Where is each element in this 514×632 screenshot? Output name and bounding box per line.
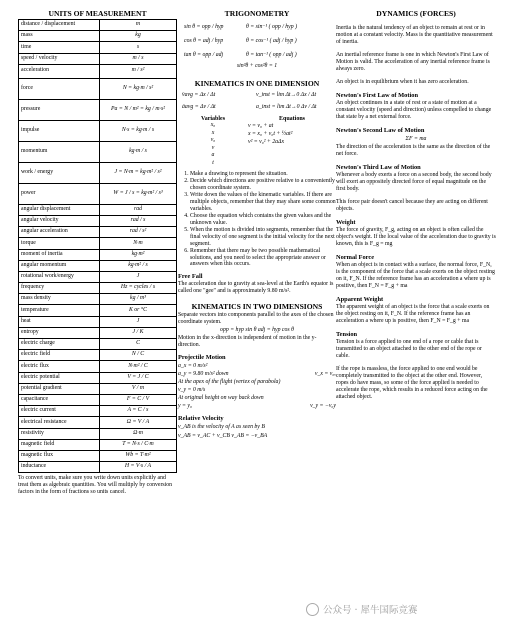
units-row: [19, 339, 177, 350]
kin2-title: KINEMATICS IN TWO DIMENSIONS: [191, 301, 323, 311]
unit-value: J: [100, 316, 177, 327]
unit-value: K or °C: [100, 305, 177, 316]
unit-value: N·s = kg·m / s: [100, 120, 177, 141]
unit-quantity: angular velocity: [19, 215, 100, 226]
trig-formula: sin θ = opp / hyp: [184, 24, 224, 30]
kin-limit: a_inst = lim Δt→0 Δv / Δt: [256, 104, 317, 110]
projectile-left: y = y₀: [178, 402, 192, 409]
unit-quantity: electric flux: [19, 361, 100, 372]
unit-quantity: temperature: [19, 305, 100, 316]
unit-quantity: force: [19, 78, 100, 99]
projectile-left: v_y = 0 m/s: [178, 386, 206, 393]
variable: a: [211, 152, 215, 159]
unit-value: Wb = T·m²: [100, 450, 177, 461]
relative-velocity-title: Relative Velocity: [178, 414, 224, 422]
unit-value: J = N·m = kg·m² / s²: [100, 162, 177, 183]
trig-inverse: θ = sin⁻¹ ( opp / hyp ): [246, 24, 298, 30]
unit-value: kg·m / s: [100, 141, 177, 162]
unit-quantity: inductance: [19, 462, 100, 473]
units-row: [19, 350, 177, 361]
dynamics-block-title: Newton's First Law of Motion: [336, 92, 419, 99]
trig-formula: cos θ = adj / hyp: [184, 38, 224, 44]
dynamics-title: DYNAMICS (FORCES): [376, 9, 456, 18]
units-title: UNITS OF MEASUREMENT: [48, 9, 147, 18]
unit-quantity: acceleration: [19, 64, 100, 78]
units-row: [19, 450, 177, 461]
unit-quantity: speed / velocity: [19, 53, 100, 64]
dynamics-column: [336, 0, 496, 401]
units-row: [19, 316, 177, 327]
wechat-icon: [306, 603, 319, 616]
units-row: [19, 227, 177, 238]
units-row: [19, 417, 177, 428]
kin1-steps: [178, 171, 336, 268]
units-row: [19, 462, 177, 473]
units-row: [19, 120, 177, 141]
dynamics-block-equation: ΣF = ma: [405, 136, 427, 142]
variable: x: [211, 129, 215, 136]
dynamics-block: [336, 92, 496, 121]
freefall-text: The acceleration due to gravity at sea-level at the Earth's equator is called one "gee" and is approximately 9.80 m/s².: [178, 280, 334, 294]
projectile-line: [178, 378, 336, 386]
units-row: [19, 141, 177, 162]
unit-quantity: angular acceleration: [19, 227, 100, 238]
unit-quantity: torque: [19, 238, 100, 249]
unit-quantity: impulse: [19, 120, 100, 141]
equations-list: [248, 122, 336, 168]
projectile-left: At the apex of the flight (vertex of parabola): [178, 378, 281, 385]
units-row: [19, 428, 177, 439]
unit-quantity: angular displacement: [19, 204, 100, 215]
relative-velocity-lines: [178, 423, 336, 441]
dynamics-block-title: Normal Force: [336, 254, 375, 261]
unit-value: Hz = cycles / s: [100, 283, 177, 294]
unit-value: T = N·s / C·m: [100, 439, 177, 450]
projectile-right: v_y = −v₀y: [310, 402, 336, 409]
equation: v = v₀ + at: [248, 123, 274, 129]
kin1-var-eq: [178, 116, 336, 168]
units-row: [19, 162, 177, 183]
projectile-line: [178, 402, 336, 410]
unit-value: J / K: [100, 327, 177, 338]
variable: x₀: [210, 122, 216, 128]
kin-limit: v_inst = lim Δt→0 Δx / Δt: [256, 92, 317, 98]
units-row: [19, 271, 177, 282]
unit-value: F = C / V: [100, 394, 177, 405]
kin2-text2: Motion in the x-direction is independent of motion in the y-direction.: [178, 334, 317, 348]
dynamics-block-title: Newton's Third Law of Motion: [336, 164, 421, 171]
units-row: [19, 42, 177, 53]
projectile-lines: [178, 362, 336, 410]
dynamics-block-text: The direction of the acceleration is the same as the direction of the net force.: [336, 144, 491, 157]
unit-quantity: work / energy: [19, 162, 100, 183]
units-row: [19, 372, 177, 383]
projectile-line: [178, 394, 336, 402]
unit-value: m / s: [100, 53, 177, 64]
unit-value: Ω·m: [100, 428, 177, 439]
unit-quantity: entropy: [19, 327, 100, 338]
dynamics-block-title: Tension: [336, 331, 358, 338]
unit-quantity: electrical resistance: [19, 417, 100, 428]
trig-identity: sin²θ + cos²θ = 1: [236, 63, 278, 69]
equations-title: Equations: [278, 116, 305, 122]
units-row: [19, 249, 177, 260]
units-row: [19, 31, 177, 42]
dynamics-block-text: The apparent weight of an object is the force that a scale exerts on the object resting on it, F_N. If the reference frame has an acceleration a where up is positive, then F_N = F_g + ma: [336, 304, 490, 324]
dynamics-block: [336, 25, 496, 46]
dynamics-block: [336, 296, 496, 325]
step: 5. When the motion is divided into segments, remember that the final velocity of one segment is the initial velocity for the next segment.: [190, 227, 336, 247]
trig-title: TRIGONOMETRY: [224, 9, 290, 18]
dynamics-block-text: This force pair doesn't cancel because they are acting on different objects.: [336, 199, 488, 212]
trig-formula: tan θ = opp / adj: [184, 52, 224, 58]
dynamics-block-title: Apparent Weight: [336, 296, 384, 303]
projectile-line: [178, 370, 336, 378]
step: 3. Write down the values of the kinematic variables. If there are multiple objects, remember that they may share some common variables.: [190, 192, 336, 212]
kin2-text1: Separate vectors into components parallel to the axes of the chosen coordinate system.: [178, 311, 334, 325]
unit-value: m: [100, 20, 177, 31]
dynamics-block: [336, 52, 496, 73]
unit-value: N·m: [100, 238, 177, 249]
unit-value: m / s²: [100, 64, 177, 78]
variables-list: [178, 122, 248, 168]
projectile-left: a_y = 9.80 m/s² down: [178, 370, 229, 377]
unit-quantity: rotational work/energy: [19, 271, 100, 282]
unit-quantity: electric current: [19, 406, 100, 417]
unit-value: kg·m²: [100, 249, 177, 260]
variable: v: [211, 144, 215, 151]
units-row: [19, 183, 177, 204]
trig-inverse: θ = cos⁻¹ ( adj / hyp ): [246, 38, 297, 44]
dynamics-block-title: Weight: [336, 219, 356, 226]
dynamics-block: [336, 331, 496, 360]
unit-quantity: capacitance: [19, 394, 100, 405]
dynamics-block: [336, 254, 496, 290]
units-row: [19, 327, 177, 338]
units-row: [19, 294, 177, 305]
kin2-eq1: opp = hyp sin θ adj = hyp cos θ: [220, 326, 294, 333]
unit-value: N / C: [100, 350, 177, 361]
kinematics-column: [178, 0, 336, 441]
projectile-right: v_x = v₀ₓ: [314, 370, 336, 377]
step: 2. Decide which directions are positive relative to a conveniently chosen coordinate system.: [190, 178, 336, 191]
unit-quantity: electric potential: [19, 372, 100, 383]
units-row: [19, 283, 177, 294]
units-row: [19, 406, 177, 417]
units-row: [19, 238, 177, 249]
unit-value: V / m: [100, 383, 177, 394]
trig-inverse: θ = tan⁻¹ ( opp / adj ): [246, 52, 297, 58]
dynamics-block-text: The force of gravity, F_g, acting on an object is often called the object's weight. If the local value of the acceleration due to gravity is known, this is F_g = mg: [336, 227, 496, 247]
units-row: [19, 78, 177, 99]
dynamics-block-text: An inertial reference frame is one in which Newton's First Law of Motion is valid. The acceleration of any inertial reference frame is always zero.: [336, 52, 490, 72]
freefall-title: Free Fall: [178, 272, 203, 280]
unit-value: kg / m³: [100, 294, 177, 305]
unit-value: Ω = V / A: [100, 417, 177, 428]
units-table: [18, 19, 177, 473]
unit-quantity: mass: [19, 31, 100, 42]
unit-value: rad / s²: [100, 227, 177, 238]
unit-quantity: electric field: [19, 350, 100, 361]
unit-value: N = kg·m / s²: [100, 78, 177, 99]
unit-quantity: frequency: [19, 283, 100, 294]
projectile-title: Projectile Motion: [178, 353, 226, 361]
units-row: [19, 53, 177, 64]
equation: x = x₀ + v₀t + ½at²: [248, 131, 293, 137]
units-row: [19, 204, 177, 215]
units-row: [19, 99, 177, 120]
unit-quantity: heat: [19, 316, 100, 327]
unit-quantity: distance / displacement: [19, 20, 100, 31]
units-row: [19, 260, 177, 271]
dynamics-block-text: Whenever a body exerts a force on a second body, the second body will exert an oppositely directed force of equal magnitude on the first body.: [336, 172, 492, 192]
unit-value: Pa = N / m² = kg / m·s²: [100, 99, 177, 120]
unit-quantity: power: [19, 183, 100, 204]
unit-quantity: angular momentum: [19, 260, 100, 271]
kin1-title: KINEMATICS IN ONE DIMENSION: [194, 79, 320, 88]
dynamics-block: [336, 366, 496, 401]
equation: v² = v₀² + 2aΔx: [248, 139, 285, 145]
unit-value: J: [100, 271, 177, 282]
dynamics-block: [336, 199, 496, 213]
unit-quantity: resistivity: [19, 428, 100, 439]
dynamics-block-text: An object is in equilibrium when it has zero acceleration.: [336, 79, 469, 85]
units-column: [18, 0, 177, 496]
units-row: [19, 305, 177, 316]
unit-quantity: pressure: [19, 99, 100, 120]
unit-quantity: electric charge: [19, 339, 100, 350]
projectile-line: [178, 386, 336, 394]
projectile-left: At original height on way back down: [178, 394, 264, 401]
dynamics-block-text: When an object is in contact with a surface, the normal force, F_N, is the component of the force that a scale exerts on the object resting on it, F_N. If the reference frame has an acceleration a where up is positive, then F_N = F_g + ma: [336, 262, 495, 289]
unit-value: V = J / C: [100, 372, 177, 383]
unit-value: s: [100, 42, 177, 53]
trig-equations: [184, 21, 336, 62]
kin1-definitions: [182, 89, 336, 113]
watermark: [306, 600, 506, 618]
unit-value: N·m² / C: [100, 361, 177, 372]
unit-value: kg: [100, 31, 177, 42]
unit-value: kg·m² / s: [100, 260, 177, 271]
units-note: To convert units, make sure you write down units explicitly and treat them as algebraic quantities. You will multiply by conversion factors in the form of fractions so units cancel.: [18, 475, 173, 496]
units-row: [19, 20, 177, 31]
units-row: [19, 215, 177, 226]
dynamics-block-title: Newton's Second Law of Motion: [336, 127, 425, 134]
unit-value: H = V·s / A: [100, 462, 177, 473]
dynamics-block: [336, 79, 496, 86]
watermark-text: 公众号 · 犀牛国际竞赛: [323, 605, 418, 616]
step: 1. Make a drawing to represent the situation.: [190, 171, 336, 178]
dynamics-block-text: Tension is a force applied to one end of a rope or cable that is transmitted to an object attached to the other end of the rope or cable.: [336, 339, 482, 359]
unit-quantity: magnetic field: [19, 439, 100, 450]
dynamics-block-text: An object continues in a state of rest or a state of motion at a constant velocity (speed and direction) unless compelled to change that state by a net external force.: [336, 100, 492, 120]
unit-value: A = C / s: [100, 406, 177, 417]
dynamics-block: [336, 164, 496, 193]
unit-value: rad: [100, 204, 177, 215]
unit-quantity: potential gradient: [19, 383, 100, 394]
unit-value: W = J / s = kg·m² / s³: [100, 183, 177, 204]
units-row: [19, 64, 177, 78]
kin-def: āavg = Δv / Δt: [182, 104, 216, 110]
dynamics-block-text: If the rope is massless, the force applied to one end would be completely transmitted to the object at the other end. However, ropes do have mass, so some of the force applied is needed to accelerate the rope, which results in a reduced force acting on the attached object.: [336, 366, 488, 400]
dynamics-block-text: Inertia is the natural tendency of an object to remain at rest or in motion at a constant velocity. Mass is the quantitative measurement of inertia.: [336, 25, 493, 45]
projectile-left: a_x = 0 m/s²: [178, 362, 208, 369]
unit-quantity: moment of inertia: [19, 249, 100, 260]
units-row: [19, 361, 177, 372]
relative-velocity-line: v_AB = v_AC + v_CB v_AB = −v_BA: [178, 432, 268, 439]
variables-title: Variables: [200, 116, 226, 122]
variable: v₀: [210, 137, 216, 144]
units-row: [19, 439, 177, 450]
unit-quantity: time: [19, 42, 100, 53]
dynamics-blocks: [336, 25, 496, 401]
units-row: [19, 394, 177, 405]
step: 4. Choose the equation which contains the given values and the unknown value.: [190, 213, 336, 226]
units-row: [19, 383, 177, 394]
variable: t: [212, 159, 214, 166]
dynamics-block: [336, 219, 496, 248]
dynamics-block: [336, 127, 496, 158]
unit-value: C: [100, 339, 177, 350]
step: 6. Remember that there may be two possible mathematical solutions, and you need to select the appropriate answer or answers when this occurs.: [190, 248, 336, 268]
unit-quantity: mass density: [19, 294, 100, 305]
unit-value: rad / s: [100, 215, 177, 226]
projectile-line: [178, 362, 336, 370]
relative-velocity-line: v_AB is the velocity of A as seen by B: [178, 423, 265, 430]
kin-def: v̄avg = Δx / Δt: [182, 92, 216, 98]
unit-quantity: momentum: [19, 141, 100, 162]
unit-quantity: magnetic flux: [19, 450, 100, 461]
